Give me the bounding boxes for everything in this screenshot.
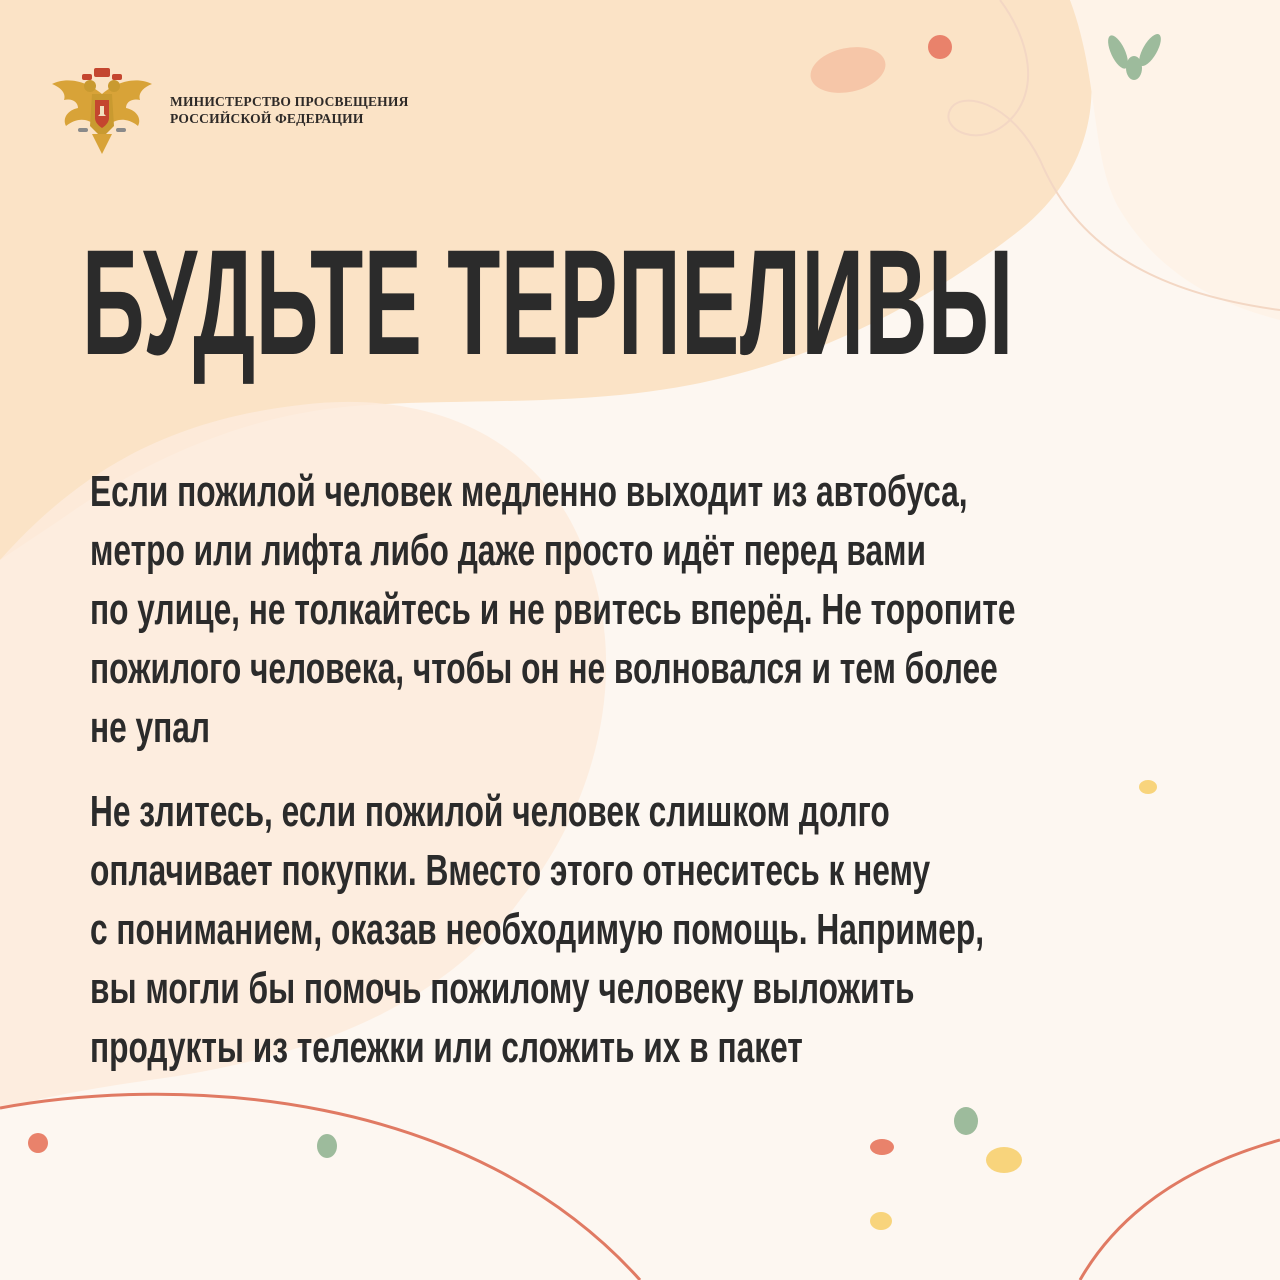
paragraph-line: не упал xyxy=(90,703,211,752)
paragraph-line: метро или лифта либо даже просто идёт перед вами xyxy=(90,526,926,575)
paragraph-line: оплачивает покупки. Вместо этого отнеситесь к нему xyxy=(90,846,931,895)
coral-arc-left xyxy=(0,1094,640,1280)
coral-dot xyxy=(28,1133,48,1153)
yellow-dot xyxy=(870,1212,892,1230)
ministry-name-line1: МИНИСТЕРСТВО ПРОСВЕЩЕНИЯ xyxy=(170,94,409,109)
double-headed-eagle-emblem-icon xyxy=(48,64,156,156)
paragraph-line: пожилого человека, чтобы он не волновался и тем более xyxy=(90,644,998,693)
ministry-name xyxy=(170,93,409,127)
paragraph-line: Если пожилой человек медленно выходит из автобуса, xyxy=(90,467,968,516)
coral-arc-right xyxy=(1080,1140,1280,1280)
paragraph-line: вы могли бы помочь пожилому человеку выложить xyxy=(90,964,915,1013)
green-dot xyxy=(317,1134,337,1158)
coral-dot xyxy=(870,1139,894,1155)
yellow-dot xyxy=(986,1147,1022,1173)
paragraph-line: с пониманием, оказав необходимую помощь. Например, xyxy=(90,905,985,954)
paragraph-line: продукты из тележки или сложить их в пакет xyxy=(90,1023,803,1072)
paragraph-line: Не злитесь, если пожилой человек слишком долго xyxy=(90,787,890,836)
paragraph-bus-metro xyxy=(90,462,1220,757)
page-title: БУДЬТЕ ТЕРПЕЛИВЫ xyxy=(82,218,1014,386)
green-dot xyxy=(954,1107,978,1135)
paragraph-shopping xyxy=(90,782,1220,1077)
ministry-name-line2: РОССИЙСКОЙ ФЕДЕРАЦИИ xyxy=(170,111,364,126)
coral-dot xyxy=(928,35,952,59)
ministry-logo xyxy=(48,64,409,156)
light-corner-shape xyxy=(1070,0,1280,320)
paragraph-line: по улице, не толкайтесь и не рвитесь вперёд. Не торопите xyxy=(90,585,1016,634)
